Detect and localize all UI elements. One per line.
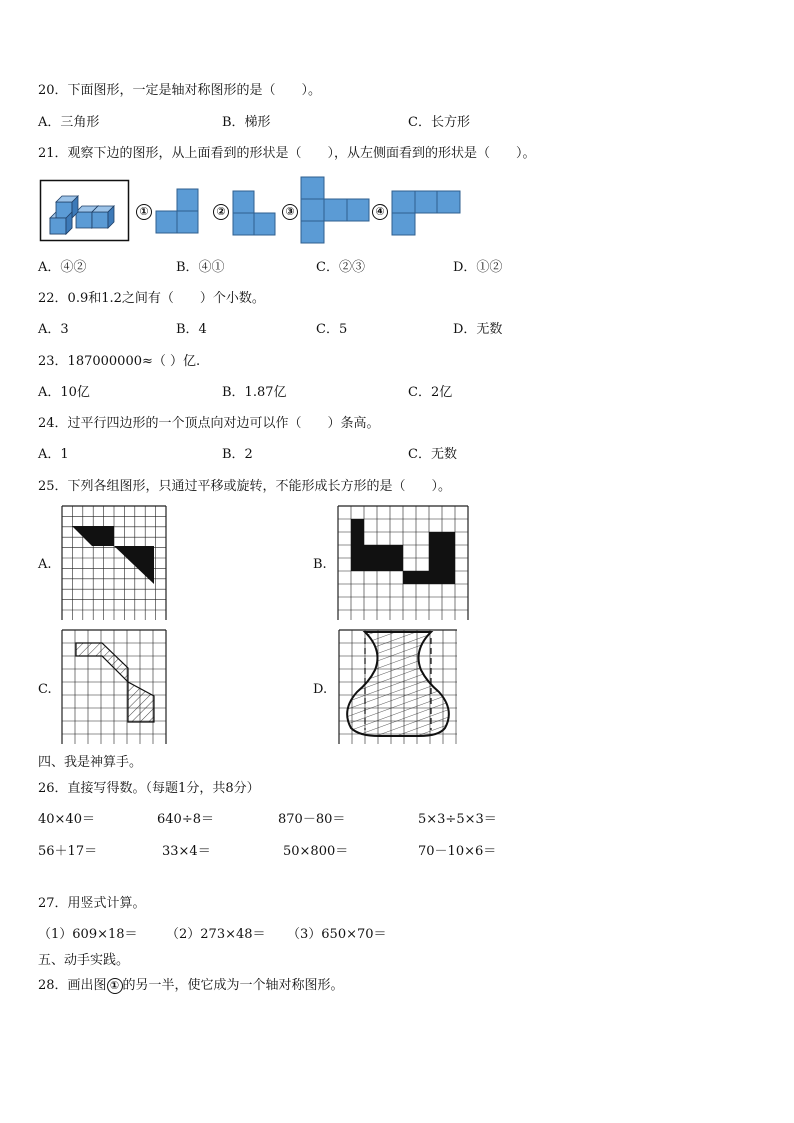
q21-option-d: D．①② — [453, 260, 503, 275]
q24-option-b: B．2 — [222, 447, 253, 462]
q22-option-a: A．3 — [38, 322, 69, 337]
q26-r1-c1: 40×40＝ — [38, 812, 95, 827]
q25-label-b: B. — [313, 557, 327, 572]
q26-r1-c2: 640÷8＝ — [157, 812, 214, 827]
q23-stem: 23．187000000≈（ ）亿. — [38, 354, 201, 369]
q25-grid-a — [62, 506, 168, 622]
q21-option-c: C．②③ — [316, 260, 365, 275]
q25-stem: 25．下列各组图形，只通过平移或旋转，不能形成长方形的是（ ）。 — [38, 479, 452, 494]
q21-figure-label-4: ④ — [372, 204, 388, 220]
q26-r1-c3: 870－80＝ — [278, 812, 346, 827]
q26-stem: 26．直接写得数。（每题1分，共8分） — [38, 781, 260, 796]
q25-grid-b — [338, 506, 470, 622]
q24-option-c: C．无数 — [408, 447, 457, 462]
q25-label-d: D. — [313, 682, 328, 697]
q21-option-a: A．④② — [38, 260, 87, 275]
q21-cube-figure — [40, 180, 130, 242]
q25-grid-d — [339, 630, 459, 746]
q22-option-b: B．4 — [176, 322, 207, 337]
q20-option-c: C．长方形 — [408, 115, 470, 130]
q24-stem: 24．过平行四边形的一个顶点向对边可以作（ ）条高。 — [38, 416, 380, 431]
q26-r1-c4: 5×3÷5×3＝ — [418, 812, 497, 827]
q27-stem: 27．用竖式计算。 — [38, 896, 146, 911]
q20-option-a: A．三角形 — [38, 115, 100, 130]
cube-bottom-3 — [92, 206, 114, 228]
grid-c-shape — [76, 643, 154, 722]
q26-r2-c4: 70－10×6＝ — [418, 844, 497, 859]
q27-item-2: （2）273×48＝ — [166, 927, 266, 942]
q26-r2-c1: 56＋17＝ — [38, 844, 98, 859]
q21-view-3 — [300, 176, 370, 244]
q22-stem: 22．0.9和1.2之间有（ ）个小数。 — [38, 291, 265, 306]
q20-option-b: B．梯形 — [222, 115, 271, 130]
q21-figure-label-1: ① — [136, 204, 152, 220]
q21-view-4 — [391, 190, 461, 236]
section-5-heading: 五、动手实践。 — [38, 953, 130, 968]
q26-r2-c3: 50×800＝ — [283, 844, 349, 859]
q23-option-b: B．1.87亿 — [222, 385, 287, 400]
q21-view-2 — [232, 190, 276, 236]
section-4-heading: 四、我是神算手。 — [38, 755, 143, 770]
q22-option-d: D．无数 — [453, 322, 503, 337]
q21-figure-label-2: ② — [213, 204, 229, 220]
q24-option-a: A．1 — [38, 447, 69, 462]
q25-grid-c — [62, 630, 168, 746]
q21-stem: 21．观察下边的图形，从上面看到的形状是（ ），从左侧面看到的形状是（ ）。 — [38, 146, 536, 161]
q23-option-a: A．10亿 — [38, 385, 90, 400]
q27-item-3: （3）650×70＝ — [287, 927, 387, 942]
q23-option-c: C．2亿 — [408, 385, 453, 400]
q26-r2-c2: 33×4＝ — [162, 844, 211, 859]
q22-option-c: C．5 — [316, 322, 348, 337]
q21-figure-label-3: ③ — [282, 204, 298, 220]
q21-option-b: B．④① — [176, 260, 225, 275]
q25-label-a: A. — [38, 557, 52, 572]
grid-a-shape — [72, 526, 154, 584]
q21-view-1 — [155, 188, 199, 234]
q20-stem: 20．下面图形，一定是轴对称图形的是（ ）。 — [38, 83, 322, 98]
q28-figure-circle: ① — [107, 978, 123, 994]
grid-d-vase-shape — [347, 632, 449, 736]
q27-item-1: （1）609×18＝ — [38, 927, 138, 942]
q25-label-c: C. — [38, 682, 52, 697]
q28-stem: 28．画出图 ① 的另一半，使它成为一个轴对称图形。 — [38, 978, 344, 993]
